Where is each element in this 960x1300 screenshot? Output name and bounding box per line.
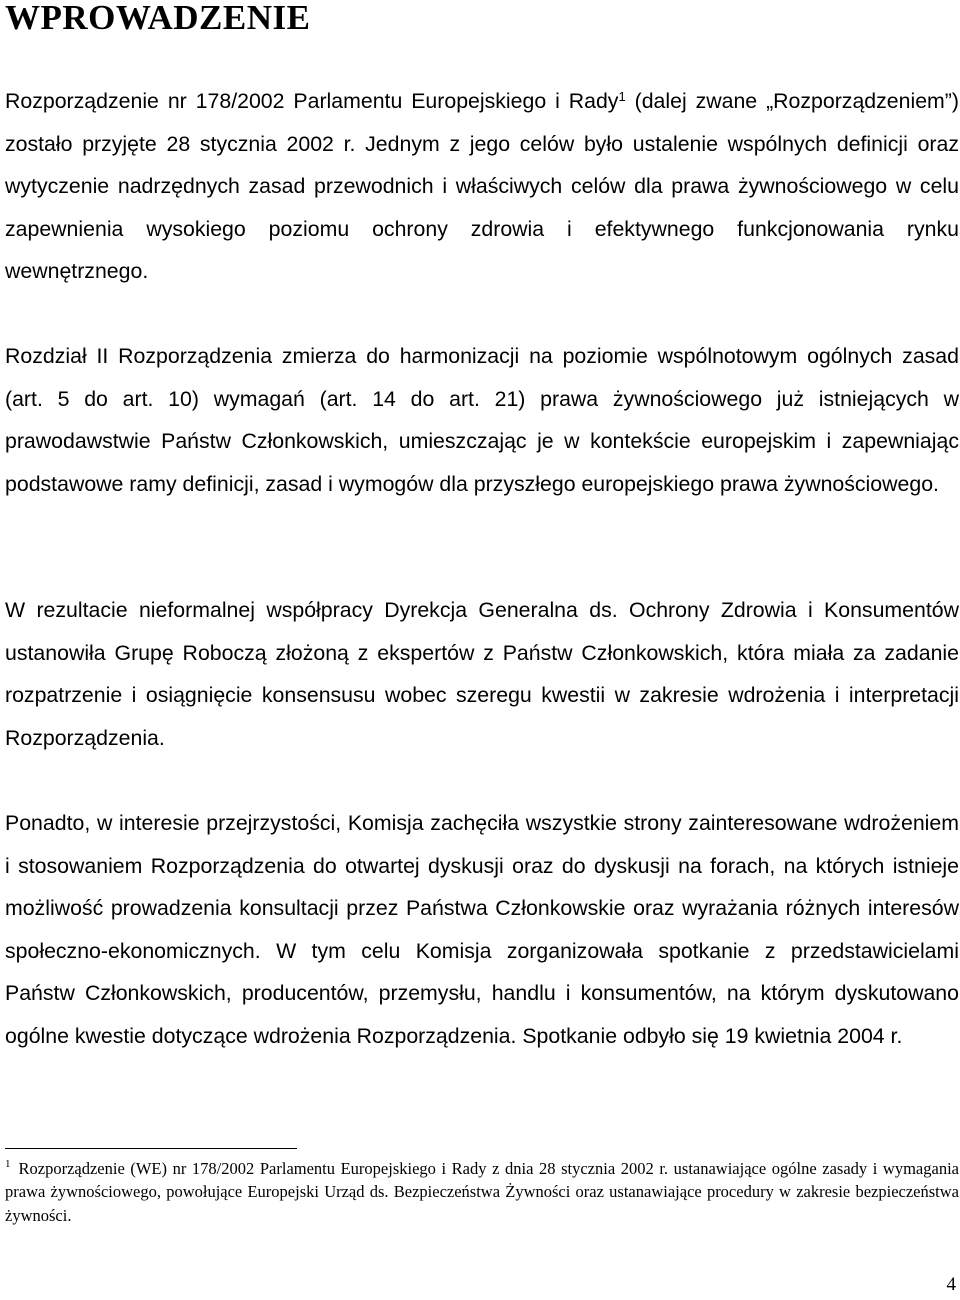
footnote-text: Rozporządzenie (WE) nr 178/2002 Parlamentu Europejskiego i Rady z dnia 28 stycznia 2002 r. ustanawiające ogólne zasady i wymagania prawa żywnościowego, powołujące Europejski Urząd ds. Bezpieczeństwa Żywności oraz ustanawiające procedury w zakresie bezpieczeństwa żywności. [5,1159,959,1225]
paragraph-4: Ponadto, w interesie przejrzystości, Komisja zachęciła wszystkie strony zainteresowane wdrożeniem i stosowaniem Rozporządzenia do otwartej dyskusji oraz do dyskusji na forach, na których istnieje możliwość prowadzenia konsultacji przez Państwa Członkowskie oraz wyrażania różnych interesów społeczno-ekonomicznych. W tym celu Komisja zorganizowała spotkanie z przedstawicielami Państw Członkowskich, producentów, przemysłu, handlu i konsumentów, na którym dyskutowano ogólne kwestie dotyczące wdrożenia Rozporządzenia. Spotkanie odbyło się 19 kwietnia 2004 r. [5,811,959,1048]
footnote-separator [5,1148,297,1149]
footnote-reference[interactable]: 1 [618,89,626,104]
paragraph-3: W rezultacie nieformalnej współpracy Dyrekcja Generalna ds. Ochrony Zdrowia i Konsumentów ustanowiła Grupę Roboczą złożoną z ekspertów z Państw Członkowskich, która miała za zadanie rozpatrzenie i osiągnięcie konsensusu wobec szeregu kwestii w zakresie wdrożenia i interpretacji Rozporządzenia. [5,598,959,750]
paragraph-2: Rozdział II Rozporządzenia zmierza do harmonizacji na poziomie wspólnotowym ogólnych zasad (art. 5 do art. 10) wymagań (art. 14 do art. 21) prawa żywnościowego już istniejących w prawodawstwie Państw Członkowskich, umieszczając je w kontekście europejskim i zapewniając podstawowe ramy definicji, zasad i wymogów dla przyszłego europejskiego prawa żywnościowego. [5,344,959,496]
footnote [5,1157,959,1227]
paragraph-1 [5,80,959,293]
paragraph-1-text-end: (dalej zwane „Rozporządzeniem”) zostało przyjęte 28 stycznia 2002 r. Jednym z jego celów było ustalenie wspólnych definicji oraz wytyczenie nadrzędnych zasad przewodnich i właściwych celów dla prawa żywnościowego w celu zapewnienia wysokiego poziomu ochrony zdrowia i efektywnego funkcjonowania rynku wewnętrznego. [5,89,959,284]
footnote-marker: 1 [5,1158,11,1170]
page-number: 4 [946,1274,956,1295]
paragraph-1-text-start: Rozporządzenie nr 178/2002 Parlamentu Europejskiego i Rady [5,89,619,113]
section-heading: WPROWADZENIE [5,0,311,37]
